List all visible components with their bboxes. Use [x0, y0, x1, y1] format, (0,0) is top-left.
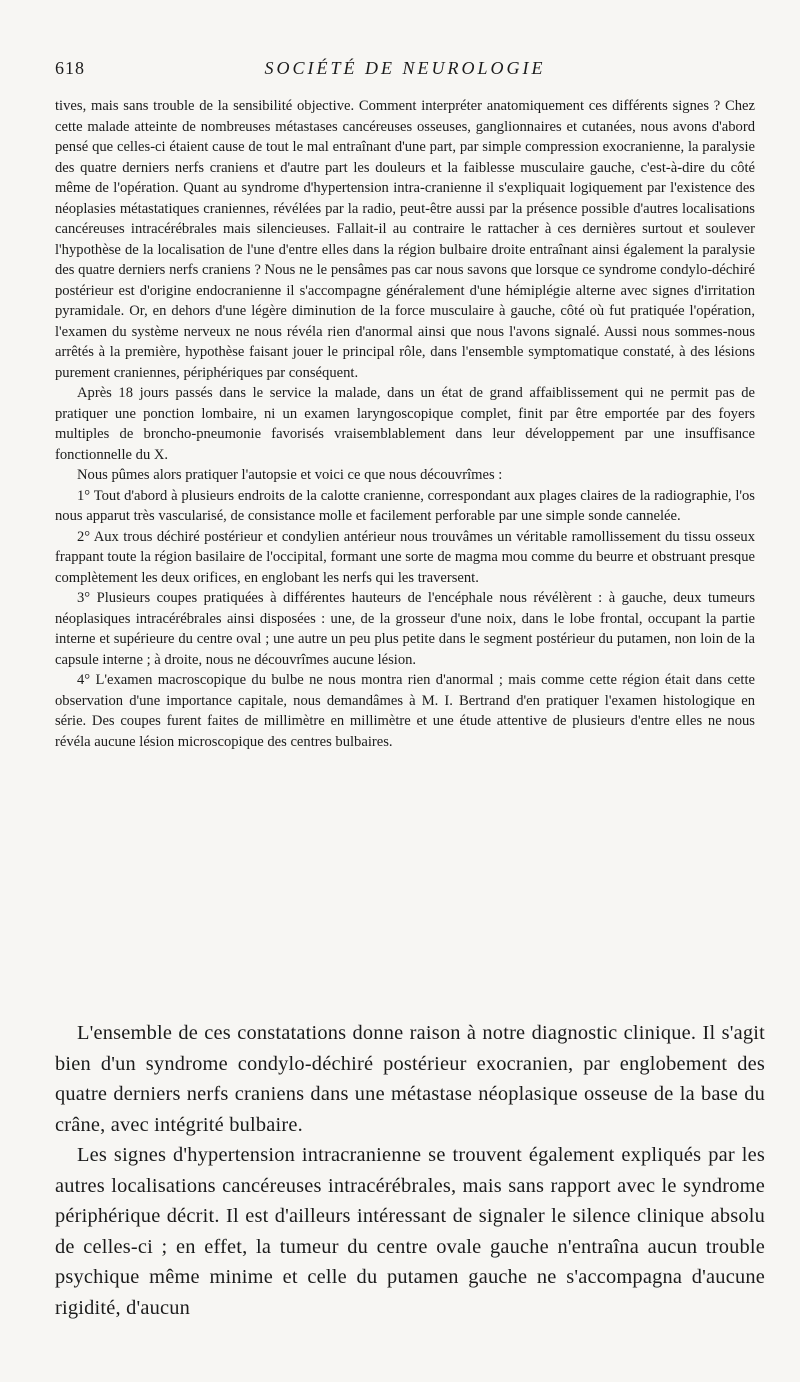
paragraph: 4° L'examen macroscopique du bulbe ne nous montra rien d'anormal ; mais comme cette région était dans cette observation d'une importance capitale, nous demandâmes à M. I. Bertrand d'en pratiquer l'examen histologique en série. Des coupes furent faites de millimètre en millimètre et une étude attentive de plusieurs d'entre elles ne nous révéla aucune lésion microscopique des centres bulbaires. [55, 672, 755, 750]
paragraph: tives, mais sans trouble de la sensibilité objective. Comment interpréter anatomiquement ces différents signes ? Chez cette malade atteinte de nombreuses métastases cancéreuses osseuses, ganglionnaires et cutanées, nous avons d'abord pensé que celles-ci étaient cause de tout le mal entraînant d'une part, par simple compression exocranienne, la paralysie des quatre derniers nerfs craniens et d'autre part les douleurs et la faiblesse musculaire gauche, c'est-à-dire du côté même de l'opération. Quant au syndrome d'hypertension intra-cranienne il s'expliquait logiquement par l'existence des néoplasies métastatiques craniennes, révélées par la radio, peut-être aussi par la présence possible d'autres localisations cancéreuses intracérébrales mais silencieuses. Fallait-il au contraire le rattacher à ces dernières surtout et soulever l'hypothèse de la localisation de l'une d'entre elles dans la région bulbaire droite entraînant ainsi également la paralysie des quatre derniers nerfs craniens ? Nous ne le pensâmes pas car nous savons que lorsque ce syndrome condylo-déchiré postérieur est d'origine endocranienne il s'accompagne généralement d'une hémiplégie alterne avec signes d'irritation pyramidale. Or, en dehors d'une légère diminution de la force musculaire à gauche, côté où fut pratiquée l'opération, l'examen du système nerveux ne nous révéla rien d'anormal ainsi que nous l'avons signalé. Aussi nous sommes-nous arrêtés à la première, hypothèse faisant jouer le principal rôle, dans l'ensemble symptomatique constaté, à des lésions purement craniennes, périphériques par conséquent. [55, 98, 755, 381]
discussion-text [55, 1018, 765, 1323]
paragraph: Nous pûmes alors pratiquer l'autopsie et voici ce que nous découvrîmes : [77, 467, 503, 483]
paragraph: L'ensemble de ces constatations donne raison à notre diagnostic clinique. Il s'agit bien d'un syndrome condylo-déchiré postérieur exocranien, par englobement des quatre derniers nerfs craniens dans une métastase néoplasique osseuse de la base du crâne, avec intégrité bulbaire. [55, 1022, 765, 1136]
paragraph: Les signes d'hypertension intracranienne se trouvent également expliqués par les autres localisations cancéreuses intracérébrales, mais sans rapport avec le syndrome périphérique décrit. Il est d'ailleurs intéressant de signaler le silence clinique absolu de celles-ci ; en effet, la tumeur du centre ovale gauche n'entraîna aucun trouble psychique même minime et celle du putamen gauche ne s'accompagna d'aucune rigidité, d'aucun [55, 1144, 765, 1319]
paragraph: 2° Aux trous déchiré postérieur et condylien antérieur nous trouvâmes un véritable ramollissement du tissu osseux frappant toute la région basilaire de l'occipital, formant une sorte de magma mou comme du beurre et obstruant presque complètement les deux orifices, en englobant les nerfs qui les traversent. [55, 528, 755, 586]
paragraph: 1° Tout d'abord à plusieurs endroits de la calotte cranienne, correspondant aux plages claires de la radiographie, l'os nous apparut très vascularisé, de consistance molle et facilement perforable par une simple sonde cannelée. [55, 487, 755, 524]
page-header [55, 58, 755, 84]
paragraph: 3° Plusieurs coupes pratiquées à différentes hauteurs de l'encéphale nous révélèrent : à gauche, deux tumeurs néoplasiques intracérébrales ainsi disposées : une, de la grosseur d'une noix, dans le lobe frontal, occupant la partie interne et supérieure du centre oval ; une autre un peu plus petite dans le segment postérieur du putamen, non loin de la capsule interne ; à droite, nous ne découvrîmes aucune lésion. [55, 590, 755, 668]
paragraph: Après 18 jours passés dans le service la malade, dans un état de grand affaiblissement qui ne permit pas de pratiquer une ponction lombaire, ni un examen laryngoscopique complet, finit par être emportée par des foyers multiples de broncho-pneumonie favorisés vraisemblablement dans leur développement par une insuffisance fonctionnelle du X. [55, 385, 755, 463]
page-number: 618 [55, 58, 85, 78]
running-title: SOCIÉTÉ DE NEUROLOGIE [264, 58, 546, 78]
observation-text [55, 96, 755, 752]
